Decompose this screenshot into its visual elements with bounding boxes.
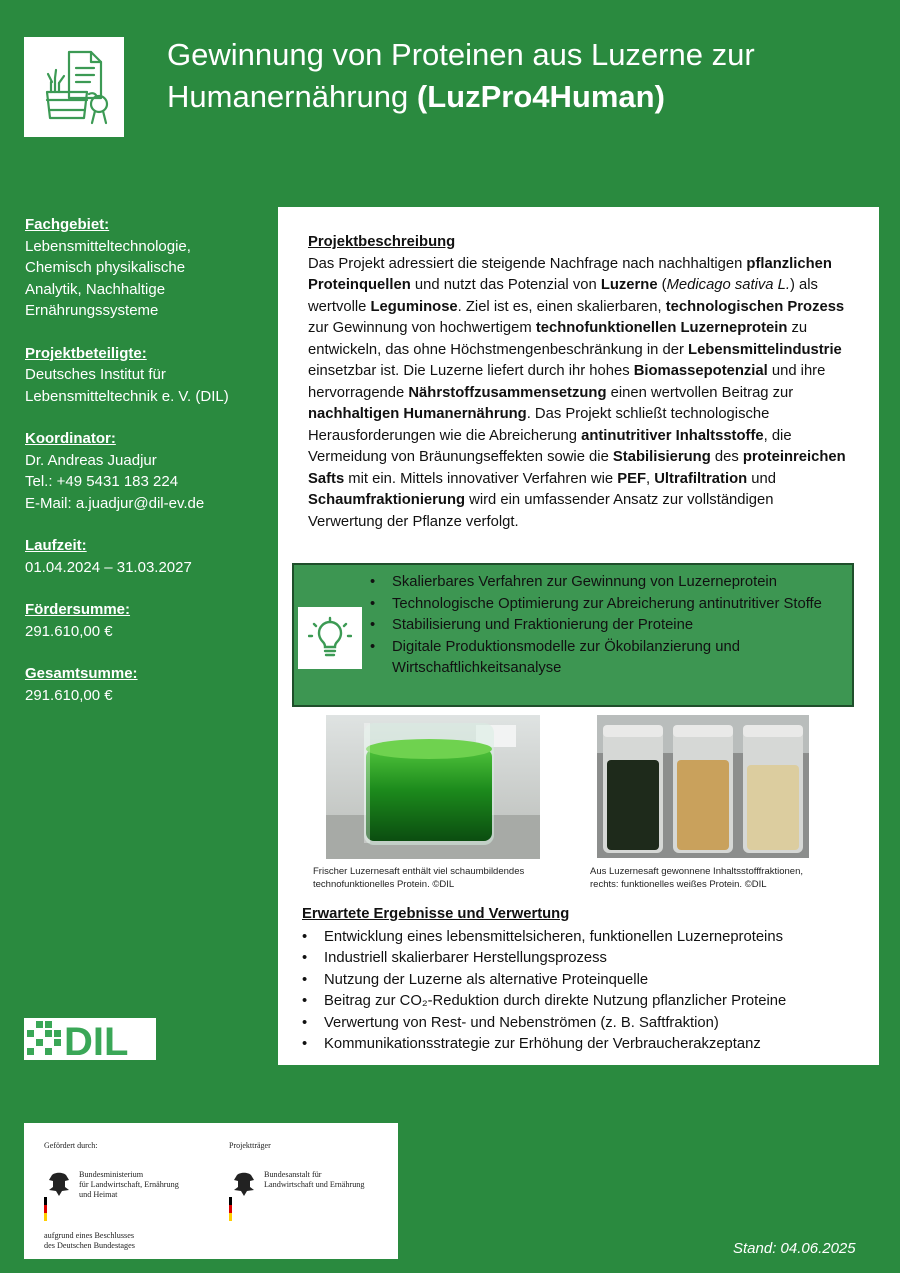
description-segment: zur Gewinnung von hochwertigem <box>308 320 536 336</box>
lightbulb-icon <box>308 616 352 660</box>
agency-emblem <box>229 1169 259 1221</box>
description-segment: proteinreichen Safts <box>308 449 846 487</box>
description-segment: pflanzlichen Proteinquellen <box>308 255 832 293</box>
result-item: • Nutzung der Luzerne als alternative Proteinquelle <box>302 970 862 992</box>
result-item: • Entwicklung eines lebensmittelsicheren, funktionellen Luzerneproteins <box>302 927 862 949</box>
foerder-value: 291.610,00 € <box>25 622 113 640</box>
description-segment: Lebensmittelindustrie <box>688 341 842 358</box>
sidebar <box>25 214 265 727</box>
koordinator-section <box>25 428 265 514</box>
description-segment: Luzerne <box>600 277 658 293</box>
foerder-label: Fördersumme: <box>25 601 131 618</box>
beschluss-line: aufgrund eines Beschlusses <box>44 1231 135 1240</box>
description-segment: . Das Projekt schließt technologische Herausforderungen wie die Abreicherung <box>308 406 770 444</box>
goal-item: • Digitale Produktionsmodelle zur Ökobilanzierung und Wirtschaftlichkeitsanalyse <box>370 637 840 680</box>
caption-line: Frischer Luzernesaft enthält viel schaumbildendes <box>313 866 525 877</box>
result-item: • Verwertung von Rest- und Nebenströmen (z. B. Saftfraktion) <box>302 1013 862 1035</box>
goal-item: • Technologische Optimierung zur Abreicherung antinutritiver Stoffe <box>370 594 840 616</box>
ministry-line: und Heimat <box>79 1190 118 1199</box>
description-segment: Biomassepotenzial <box>633 363 768 379</box>
ministry-line: für Landwirtschaft, Ernährung <box>79 1180 179 1189</box>
photo-lucerne-juice <box>326 715 540 859</box>
agency-line: Bundesanstalt für <box>264 1170 322 1179</box>
description-segment: zu entwickeln, das ohne Höchstmengenbeschränkung in der <box>308 320 808 358</box>
fachgebiet-line: Ernährungssysteme <box>25 302 159 319</box>
title-line-2-prefix: Humanernährung <box>167 79 417 114</box>
eagle-icon <box>44 1169 74 1221</box>
title-line-2 <box>167 76 867 118</box>
description-segment: , <box>646 470 655 487</box>
description-segment: Nährstoffzusammensetzung <box>408 384 607 401</box>
gesamt-section <box>25 663 265 706</box>
description-segment: einen wertvollen Beitrag zur <box>606 384 794 401</box>
beteiligte-label: Projektbeteiligte: <box>25 344 147 362</box>
goal-item: • Skalierbares Verfahren zur Gewinnung von Luzerneprotein <box>370 572 840 594</box>
fachgebiet-line: Analytik, Nachhaltige <box>25 280 166 298</box>
description-segment: . Ziel ist es, einen skalierbaren, <box>457 298 666 315</box>
ministry-name <box>79 1170 179 1200</box>
agency-name <box>264 1170 365 1190</box>
main-card <box>278 207 879 1065</box>
dil-logo <box>24 1018 156 1060</box>
beschluss-line: des Deutschen Bundestages <box>44 1241 135 1250</box>
description-segment: nachhaltigen Humanernährung <box>308 406 527 422</box>
description-segment: Stabilisierung <box>612 449 711 465</box>
description-segment: wird ein umfassender Ansatz zur vollständigen Verwertung der Pflanze verfolgt. <box>308 492 774 530</box>
description-segment: und nutzt das Potenzial von <box>410 277 601 293</box>
farm-produce-icon <box>31 44 117 130</box>
stand-date: Stand: 04.06.2025 <box>733 1240 856 1257</box>
photo-caption-1 <box>313 865 573 891</box>
laufzeit-section <box>25 535 265 578</box>
description-segment: ) als wertvolle <box>308 277 818 315</box>
agency-line: Landwirtschaft und Ernährung <box>264 1180 365 1189</box>
foerder-section <box>25 599 265 642</box>
description-segment: Leguminose <box>370 298 458 315</box>
laufzeit-value: 01.04.2024 – 31.03.2027 <box>25 558 192 576</box>
title-line-1: Gewinnung von Proteinen aus Luzerne zur <box>167 37 755 72</box>
description-segment: des <box>710 449 743 465</box>
beteiligte-line: Lebensmitteltechnik e. V. (DIL) <box>25 387 229 405</box>
goal-item: • Stabilisierung und Fraktionierung der Proteine <box>370 615 840 637</box>
photo-caption-2 <box>590 865 860 891</box>
funder-box <box>24 1123 398 1259</box>
gesamt-label: Gesamtsumme: <box>25 665 138 682</box>
description-segment: technologischen Prozess <box>665 298 845 315</box>
bulb-box <box>298 607 362 669</box>
fachgebiet-section <box>25 214 265 322</box>
beteiligte-line: Deutsches Institut für <box>25 366 166 383</box>
gefoerdert-label: Gefördert durch: <box>44 1141 98 1150</box>
dil-logo-text: DIL <box>64 1020 129 1060</box>
description-segment: , die Vermeidung von Bräunungseffekten sowie die <box>308 427 792 465</box>
results-section <box>302 904 862 1056</box>
fachgebiet-label: Fachgebiet: <box>25 216 110 233</box>
beschluss-text <box>44 1231 135 1251</box>
goals-list <box>370 572 840 680</box>
koordinator-label: Koordinator: <box>25 430 116 447</box>
results-heading: Erwartete Ergebnisse und Verwertung <box>302 906 570 922</box>
description-segment: Medicago sativa L. <box>666 277 790 293</box>
description-segment: und ihre hervorragende <box>308 363 826 401</box>
description-segment: mit ein. Mittels innovativer Verfahren wie <box>344 470 618 487</box>
description-segment: ( <box>657 277 667 293</box>
description-segment: PEF <box>617 470 647 487</box>
description-segment: Das Projekt adressiert die steigende Nachfrage nach nachhaltigen <box>308 255 747 272</box>
photo-fraction-jars <box>597 715 809 858</box>
description-segment: und <box>747 470 776 487</box>
description-body <box>308 254 848 534</box>
caption-line: rechts: funktionelles weißes Protein. ©DIL <box>590 879 767 890</box>
result-item: • Industriell skalierbarer Herstellungsprozess <box>302 948 862 970</box>
results-list <box>302 927 862 1056</box>
koordinator-name: Dr. Andreas Juadjur <box>25 451 157 469</box>
ministry-emblem <box>44 1169 74 1221</box>
koordinator-email: E-Mail: a.juadjur@dil-ev.de <box>25 494 205 512</box>
dil-logo-graphic <box>24 1018 156 1060</box>
fachgebiet-line: Chemisch physikalische <box>25 259 186 276</box>
header-icon-box <box>24 37 124 137</box>
caption-line: technofunktionelles Protein. ©DIL <box>313 879 455 890</box>
title-acronym: (LuzPro4Human) <box>416 79 665 114</box>
beteiligte-section <box>25 343 265 408</box>
laufzeit-label: Laufzeit: <box>25 537 87 554</box>
description-segment: antinutritiver Inhaltsstoffe <box>581 427 764 444</box>
result-item: • Beitrag zur CO₂-Reduktion durch direkte Nutzung pflanzlicher Proteine <box>302 991 862 1013</box>
description-segment: einsetzbar ist. Die Luzerne liefert durch ihr hohes <box>308 363 634 379</box>
goals-box <box>292 563 854 707</box>
caption-line: Aus Luzernesaft gewonnene Inhaltsstofffraktionen, <box>590 866 804 877</box>
description-segment: Ultrafiltration <box>654 470 748 487</box>
page-title <box>167 34 867 118</box>
description-segment: technofunktionellen Luzerneprotein <box>535 320 788 336</box>
description-segment: Schaumfraktionierung <box>308 492 466 508</box>
description-heading: Projektbeschreibung <box>308 234 456 250</box>
fachgebiet-line: Lebensmitteltechnologie, <box>25 237 191 255</box>
project-description <box>308 232 848 533</box>
ministry-line: Bundesministerium <box>79 1170 144 1179</box>
result-item: • Kommunikationsstrategie zur Erhöhung der Verbraucherakzeptanz <box>302 1034 862 1056</box>
traeger-label: Projektträger <box>229 1141 271 1150</box>
gesamt-value: 291.610,00 € <box>25 686 113 704</box>
koordinator-phone: Tel.: +49 5431 183 224 <box>25 473 179 490</box>
eagle-icon <box>229 1169 259 1221</box>
